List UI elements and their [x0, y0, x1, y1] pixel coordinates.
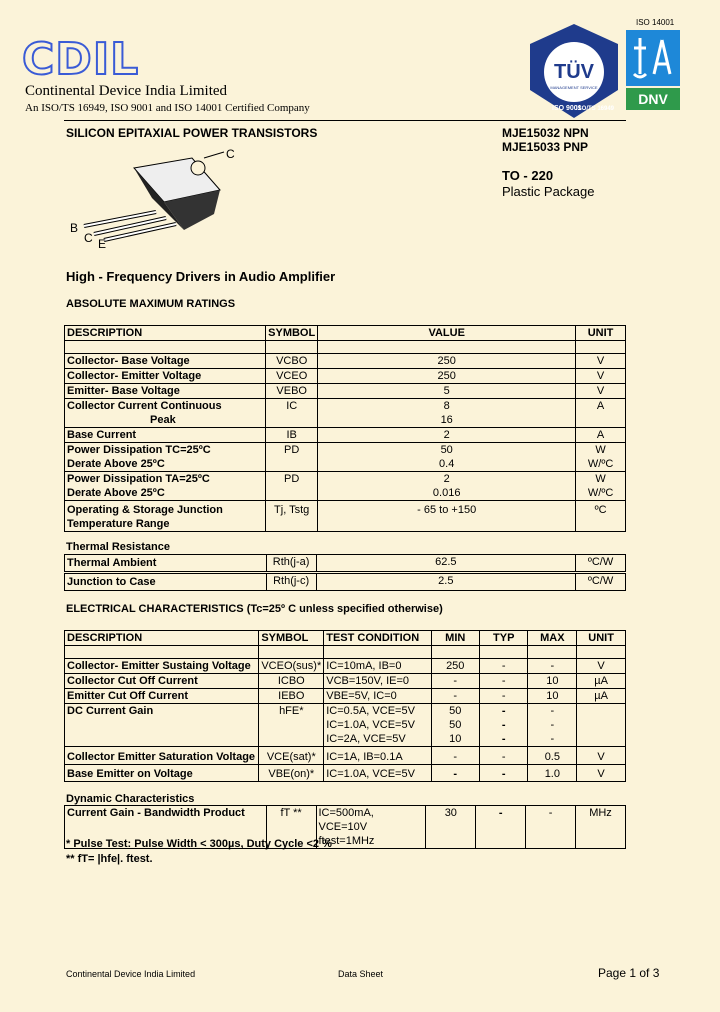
abs-max-table — [64, 325, 626, 532]
dnv-badge — [626, 30, 680, 110]
table-row: Collector- Emitter Voltage VCEO 250 V — [65, 369, 626, 384]
table-row: Collector Current Continuous IC 8 A — [65, 399, 626, 414]
table-row: Emitter Cut Off Current IEBO VBE=5V, IC=0 - - 10 µA — [65, 689, 626, 704]
elec-table — [64, 630, 626, 782]
product-family-title: SILICON EPITAXIAL POWER TRANSISTORS — [66, 126, 318, 140]
table-row: Operating & Storage Junction Tj, Tstg - 65 to +150 ºC — [65, 501, 626, 518]
company-name: Continental Device India Limited — [25, 83, 228, 99]
table-row: DC Current Gain hFE* IC=0.5A, VCE=5V 50 - - — [65, 704, 626, 719]
svg-text:MANAGEMENT SERVICE: MANAGEMENT SERVICE — [550, 85, 598, 90]
svg-text:ISO 9001: ISO 9001 — [552, 105, 582, 112]
application-title: High - Frequency Drivers in Audio Amplifier — [66, 269, 336, 284]
package-type: Plastic Package — [502, 184, 595, 199]
abs-max-heading: ABSOLUTE MAXIMUM RATINGS — [66, 298, 236, 310]
table-row: Current Gain - Bandwidth Product fT ** IC=500mA, VCE=10V ftest=1MHz 30 - - MHz — [65, 806, 626, 849]
table-row: Peak 16 — [65, 413, 626, 428]
table-row: Collector- Emitter Sustaing Voltage VCEO(sus)* IC=10mA, IB=0 250 - - V — [65, 659, 626, 674]
table-row: Junction to Case Rth(j-c) 2.5 ºC/W — [65, 574, 626, 591]
footer-doc-type: Data Sheet — [338, 969, 384, 979]
pin-label-collector-tab: C — [226, 147, 235, 161]
table-row: Temperature Range — [65, 517, 626, 532]
table-header-row: DESCRIPTION SYMBOL VALUE UNIT — [65, 326, 626, 341]
thermal-table — [64, 554, 626, 591]
table-row: Collector- Base Voltage VCBO 250 V — [65, 354, 626, 369]
table-row: Base Current IB 2 A — [65, 428, 626, 443]
footer-page-number: Page 1 of 3 — [598, 966, 660, 980]
iso14001-label: ISO 14001 — [636, 18, 675, 27]
note-ft: ** fT= |hfe|. ftest. — [66, 853, 153, 865]
dnv-text: DNV — [638, 91, 668, 107]
header-divider — [64, 120, 626, 121]
table-row: Collector Cut Off Current ICBO VCB=150V, IE=0 - - 10 µA — [65, 674, 626, 689]
certification-text: An ISO/TS 16949, ISO 9001 and ISO 14001 Certified Company — [25, 102, 310, 114]
tuv-badge — [526, 22, 622, 120]
tuv-text: TÜV — [554, 61, 594, 83]
table-row: Power Dissipation TA=25ºC PD 2 W — [65, 472, 626, 487]
to220-package-drawing — [74, 150, 254, 250]
table-row: Power Dissipation TC=25ºC PD 50 W — [65, 443, 626, 458]
table-row: Collector Emitter Saturation Voltage VCE(sat)* IC=1A, IB=0.1A - - 0.5 V — [65, 747, 626, 765]
thermal-heading: Thermal Resistance — [66, 541, 170, 553]
part-number-pnp: MJE15033 PNP — [502, 140, 589, 154]
company-logo: CDIL — [22, 34, 140, 85]
table-row: Base Emitter on Voltage VBE(on)* IC=1.0A, VCE=5V - - 1.0 V — [65, 765, 626, 782]
table-row: IC=1.0A, VCE=5V 50 - - — [65, 718, 626, 732]
table-row: IC=2A, VCE=5V 10 - - — [65, 732, 626, 747]
pin-label-base: B — [70, 221, 79, 235]
elec-heading: ELECTRICAL CHARACTERISTICS (Tc=25º C unless specified otherwise) — [66, 603, 443, 615]
table-row: Derate Above 25ºC 0.4 W/ºC — [65, 457, 626, 472]
svg-text:ISO/TS 16949: ISO/TS 16949 — [576, 106, 615, 112]
dynamic-heading: Dynamic Characteristics — [66, 793, 195, 805]
pin-label-emitter: E — [98, 237, 107, 251]
part-number-npn: MJE15032 NPN — [502, 126, 589, 140]
note-pulse-test: * Pulse Test: Pulse Width < 300µs, Duty Cycle <2 % — [66, 838, 332, 850]
pin-label-collector: C — [84, 231, 93, 245]
table-row: Derate Above 25ºC 0.016 W/ºC — [65, 486, 626, 501]
table-header-row: DESCRIPTION SYMBOL TEST CONDITION MIN TYP MAX UNIT — [65, 631, 626, 646]
footer-company: Continental Device India Limited — [66, 969, 196, 979]
package-name: TO - 220 — [502, 168, 554, 183]
table-row: Emitter- Base Voltage VEBO 5 V — [65, 384, 626, 399]
table-row: Thermal Ambient Rth(j-a) 62.5 ºC/W — [65, 555, 626, 572]
